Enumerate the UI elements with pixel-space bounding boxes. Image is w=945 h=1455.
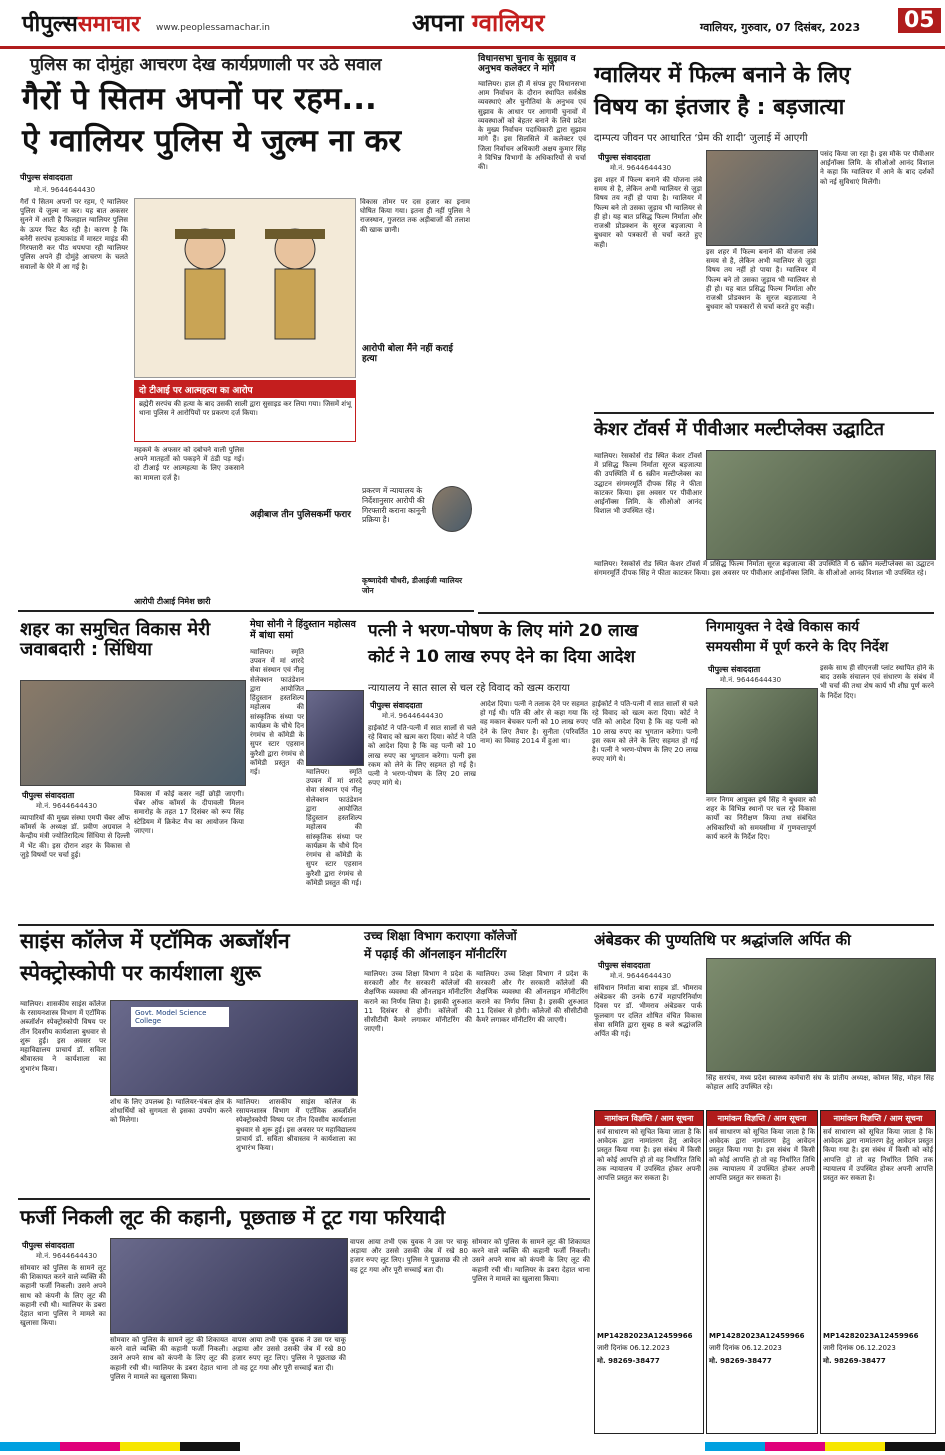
registration-marks-icon [0, 1442, 945, 1451]
police-sub-1: आरोपी बोला मैंने नहीं कराई हत्या [362, 344, 453, 365]
science-body: ग्वालियर। शासकीय साइंस कॉलेज के रसायनशास्त्र विभाग में एटॉमिक अब्जॉर्शन स्पेक्ट्रोस्कोपी विषय पर तीन दिवसीय कार्यशाला बुधवार से शुरू हुई। इस अवसर पर महाविद्यालय प्राचार्य डॉ. सविता श्रीवास्तव ने कार्यशाला का शुभारंभ किया। [20, 1000, 106, 1073]
megha-photo [306, 690, 364, 766]
ambedkar-headline: अंबेडकर की पुण्यतिथि पर श्रद्धांजलि अर्पित की [594, 931, 851, 949]
byline-mobile: मो.नं. 9644644430 [34, 186, 96, 194]
film-director-photo [706, 150, 818, 246]
higher-edu-body: ग्वालियर। उच्च शिक्षा विभाग ने प्रदेश के सरकारी और गैर सरकारी कॉलेजों की शैक्षणिक व्यवस्था की ऑनलाइन मॉनीटरिंग कराने का निर्णय लिया है। इसकी शुरुआत 11 दिसंबर से होगी। कॉलेजों की सीसीटीवी कैमरे लगाकर मॉनीटरिंग की जाएगी। [364, 970, 472, 1034]
dig-photo [432, 486, 472, 532]
election-headline: विधानसभा चुनाव के सुझाव व अनुभव कलेक्टर ने मांगे [478, 54, 576, 75]
scindia-body: व्यापारियों की मुख्य संस्था एमपी चेंबर ऑफ कॉमर्स के अध्यक्ष डॉ. प्रवीण अग्रवाल ने केन्द्रीय मंत्री ज्योतिरादित्य सिंधिया से दिल्ली में भेंट की। इस दौरान शहर के विकास से जुड़े विषयों पर चर्चा हुई। [20, 814, 130, 859]
film-body-2: पसंद किया जा रहा है। इस मौके पर पीवीआर आईनॉक्स लिमि. के सीओओ आनंद विशाल ने कहा कि ग्वालियर में आने के बाद दर्शकों को नई सुविधाएं मिलेंगी। [820, 150, 934, 186]
notice-body: सर्व साधारण को सूचित किया जाता है कि आवेदक द्वारा नामांतरण हेतु आवेदन प्रस्तुत किया गया है। इस संबंध में किसी को कोई आपत्ति हो तो वह निर्धारित तिथि तक न्यायालय में उपस्थित होकर अपनी आपत्ति प्रस्तुत कर सकता है। [597, 1128, 701, 1183]
science-body-2: शोध के लिए उपलब्ध है। ग्वालियर-चंबल क्षेत्र के शोधार्थियों को सुगमता से इसका उपयोग करने को मिलेगा। [110, 1098, 232, 1125]
loot-body-3: सोमवार को पुलिस के सामने लूट की शिकायत करने वाले व्यक्ति की कहानी फर्जी निकली। उसने अपने साथ को कंपनी के लिए लूट की कहानी रची थी। ग्वालियर के डबरा देहात थाना पुलिस ने मामले का खुलासा किया। [472, 1238, 590, 1283]
science-headline-2: स्पेक्ट्रोस्कोपी पर कार्यशाला शुरू [20, 961, 261, 985]
notice-issue: जारी दिनांक 06.12.2023 [823, 1344, 896, 1352]
loot-byline-mobile: मो.नं. 9644644430 [36, 1252, 98, 1260]
notice-issue: जारी दिनांक 06.12.2023 [597, 1344, 670, 1352]
police-sub-3: अड़ीबाज तीन पुलिसकर्मी फरार [250, 510, 351, 520]
court-byline-mobile: मो.नं. 9644644430 [382, 712, 444, 720]
notice-phone: मो. 98269-38477 [709, 1357, 772, 1365]
science-banner: Govt. Model Science College [131, 1007, 229, 1027]
nigam-body-2: इसके साथ ही सीएनजी प्लांट स्थापित होने के बाद उसके संचालन एवं संधारण के संबंध में भी चर्चा की तथा शेष कार्य भी शीघ्र पूर्ण करने के निर्देश दिए। [820, 664, 934, 700]
film-body: इस शहर में फिल्म बनाने की योजना लंबे समय से है, लेकिन अभी ग्वालियर से जुड़ा विषय तय नहीं हो पाया है। ग्वालियर में फिल्म बने तो उसका जुड़ाव भी ग्वालियर से ही हो। यह बात प्रसिद्ध फिल्म निर्माता और राजश्री प्रोडक्शन के सूरज बड़जात्या ने बुधवार को पत्रकारों से चर्चा करते हुए कही। [594, 176, 702, 249]
page-name: अपना ग्वालियर [412, 9, 545, 37]
nigam-photo [706, 688, 818, 794]
divider [18, 1198, 590, 1200]
court-body: हाईकोर्ट ने पति-पत्नी में सात सालों से चले रहे विवाद को खत्म करा दिया। कोर्ट ने पति को आदेश दिया है कि वह पत्नी को 10 लाख रुपए का भुगतान करेगा। पत्नी इस रकम को लेने के लिए सहमत हो गई है। पत्नी ने भरण-पोषण के लिए 20 लाख रुपए मांगे थे। [368, 724, 476, 788]
pvr-body-cont: ग्वालियर। रेसकोर्स रोड स्थित केशर टॉवर्स में प्रसिद्ध फिल्म निर्माता सूरज बड़जात्या की उपस्थिति में 6 स्क्रीन मल्टीप्लेक्स का उद्घाटन संगमरमूर्ति दीपक सिंह ने फीता काटकर किया। इस अवसर पर पीवीआर आईनॉक्स लिमि. के सीओओ आनंद विशाल भी उपस्थित रहे। [594, 560, 934, 578]
science-body-3: ग्वालियर। शासकीय साइंस कॉलेज के रसायनशास्त्र विभाग में एटॉमिक अब्जॉर्शन स्पेक्ट्रोस्कोपी विषय पर तीन दिवसीय कार्यशाला बुधवार से शुरू हुई। इस अवसर पर महाविद्यालय प्राचार्य डॉ. सविता श्रीवास्तव ने कार्यशाला का शुभारंभ किया। [236, 1098, 356, 1153]
court-deck: न्यायालय ने सात साल से चल रहे विवाद को खत्म कराया [368, 683, 570, 694]
court-byline: पीपुल्स संवाददाता [370, 701, 423, 710]
scindia-photo [20, 680, 246, 786]
police-sub-2: आरोपी टीआई निमेश छारी [134, 597, 211, 606]
pvr-body: ग्वालियर। रेसकोर्स रोड स्थित केशर टॉवर्स में प्रसिद्ध फिल्म निर्माता सूरज बड़जात्या की उपस्थिति में 6 स्क्रीन मल्टीप्लेक्स का उद्घाटन संगमरमूर्ति दीपक सिंह ने फीता काटकर किया। इस अवसर पर पीवीआर आईनॉक्स लिमि. के सीओओ आनंद विशाल भी उपस्थित रहे। [594, 452, 702, 516]
notice-code: MP14282023A12459966 [597, 1332, 693, 1340]
notice-phone: मो. 98269-38477 [597, 1357, 660, 1365]
court-body-2: आदेश दिया। पत्नी ने तलाक देने पर सहमत हो गई थी। पति की ओर से कहा गया कि वह मकान बेचकर पत्नी को 10 लाख रुपए देने के लिए तैयार है। सुनीता (परिवर्तित नाम) का विवाह 2014 में हुआ था। [480, 700, 588, 745]
nigam-body: नगर निगम आयुक्त हर्ष सिंह ने बुधवार को शहर के विभिन्न स्थानों पर चल रहे विकास कार्यों का निरीक्षण किया तथा संबंधित अधिकारियों को समयसीमा में गुणवत्तापूर्ण कार्य करने के निर्देश दिए। [706, 796, 816, 841]
police-cartoon-image [134, 198, 356, 378]
film-headline-1: ग्वालियर में फिल्म बनाने के लिए [594, 63, 851, 88]
police-body-2: विकास तोमर पर दस हजार का इनाम घोषित किया गया। इतना ही नहीं पुलिस ने राजस्थान, गुजरात तक अड़ीबाजों की तलाश की खाक छानी। [360, 198, 470, 234]
page-number: 05 [898, 8, 941, 33]
police-body-1: गैरों पे सितम अपनों पर रहम, ऐ ग्वालियर पुलिस ये जुल्म ना कर। यह बात अकसर सुनने में आती है फिलहाल ग्वालियर पुलिस के ऊपर फिट बैठ रही है। कारण है कि बनेरी सरपंच हत्याकांड में मास्टर माइंड की गिरफ्तारी कर पीठ थपथपा रही ग्वालियर पुलिस अपने ही दोमुंहे आचरण के चलते सवालों के घेरे में आ गई है। [20, 198, 128, 271]
police-tag: दो टीआई पर आत्महत्या का आरोप [135, 381, 355, 398]
dateline: ग्वालियर, गुरुवार, 07 दिसंबर, 2023 [700, 21, 861, 34]
film-body-cont: इस शहर में फिल्म बनाने की योजना लंबे समय से है, लेकिन अभी ग्वालियर से जुड़ा विषय तय नहीं हो पाया है। ग्वालियर में फिल्म बने तो उसका जुड़ाव भी ग्वालियर से ही हो। यह बात प्रसिद्ध फिल्म निर्माता और राजश्री प्रोडक्शन के सूरज बड़जात्या ने बुधवार को पत्रकारों से चर्चा करते हुए कही। [706, 248, 816, 312]
notice-body: सर्व साधारण को सूचित किया जाता है कि आवेदक द्वारा नामांतरण हेतु आवेदन प्रस्तुत किया गया है। इस संबंध में किसी को कोई आपत्ति हो तो वह निर्धारित तिथि तक न्यायालय में उपस्थित होकर अपनी आपत्ति प्रस्तुत कर सकता है। [709, 1128, 815, 1183]
megha-body: ग्वालियर। स्मृति उपवन में मां शारदे सेवा संस्थान एवं नीलू सेलेक्शन फाउंडेशन द्वारा आयोजित हिंदुस्तान हस्तशिल्प महोत्सव की सांस्कृतिक संध्या पर कार्यक्रम के चौथे दिन रंगमंच से कॉमेडी के सुपर स्टार एहसान कुरैशी द्वारा रंगमंच से कॉमेडी प्रस्तुत की गई। [250, 648, 304, 777]
court-body-3: हाईकोर्ट ने पति-पत्नी में सात सालों से चले रहे विवाद को खत्म करा दिया। कोर्ट ने पति को आदेश दिया है कि वह पत्नी को 10 लाख रुपए का भुगतान करेगा। पत्नी इस रकम को लेने के लिए सहमत हो गई है। पत्नी ने भरण-पोषण के लिए 20 लाख रुपए मांगे थे। [592, 700, 698, 764]
notice-code: MP14282023A12459966 [823, 1332, 919, 1340]
nigam-headline-2: समयसीमा में पूर्ण करने के दिए निर्देश [706, 639, 889, 655]
megha-body-cont: ग्वालियर। स्मृति उपवन में मां शारदे सेवा संस्थान एवं नीलू सेलेक्शन फाउंडेशन द्वारा आयोजित हिंदुस्तान हस्तशिल्प महोत्सव की सांस्कृतिक संध्या पर कार्यक्रम के चौथे दिन रंगमंच से कॉमेडी के सुपर स्टार एहसान कुरैशी द्वारा रंगमंच से कॉमेडी प्रस्तुत की गई। [306, 768, 362, 887]
divider [18, 610, 474, 612]
loot-byline: पीपुल्स संवाददाता [22, 1241, 75, 1250]
notice-issue: जारी दिनांक 06.12.2023 [709, 1344, 782, 1352]
pvr-headline: केशर टॉवर्स में पीवीआर मल्टीप्लेक्स उद्घाटित [594, 419, 885, 440]
ambedkar-body: संविधान निर्माता बाबा साहब डॉ. भीमराव अंबेडकर की उनके 67वें महापरिनिर्वाण दिवस पर डॉ. भीमराव अंबेडकर पार्क फूलबाग पर दलित शोषित वंचित विकास सेवा समिति द्वारा सुबह 8 बजे श्रद्धांजलि अर्पित की गई। [594, 984, 702, 1039]
police-tag-box [134, 380, 356, 442]
film-byline: पीपुल्स संवाददाता [598, 153, 651, 162]
higher-edu-headline-2: में पढ़ाई की ऑनलाइन मॉनीटरिंग [364, 947, 507, 961]
court-headline-1: पत्नी ने भरण-पोषण के लिए मांगे 20 लाख [368, 621, 639, 641]
pvr-inauguration-photo [706, 450, 936, 560]
ambedkar-byline: पीपुल्स संवाददाता [598, 961, 651, 970]
notice-box-1 [594, 1110, 704, 1434]
loot-body-cont: सोमवार को पुलिस के सामने लूट की शिकायत करने वाले व्यक्ति की कहानी फर्जी निकली। उसने अपने साथ को कंपनी के लिए लूट की कहानी रची थी। ग्वालियर के डबरा देहात थाना पुलिस ने मामले का खुलासा किया। [110, 1336, 228, 1381]
ambedkar-byline-mobile: मो.नं. 9644644430 [610, 972, 672, 980]
police-kicker: पुलिस का दोमुंहा आचरण देख कार्यप्रणाली पर उठे सवाल [30, 55, 382, 75]
higher-edu-headline-1: उच्च शिक्षा विभाग कराएगा कॉलेजों [364, 929, 517, 943]
science-headline-1: साइंस कॉलेज में एटॉमिक अब्जॉर्शन [20, 929, 290, 953]
scindia-body-2: विकास में कोई कसर नहीं छोड़ी जाएगी। चेंबर ऑफ कॉमर्स के दीपावली मिलन समारोह के तहत 17 दिसंबर को रूप सिंह स्टेडियम में क्रिकेट मैच का आयोजन किया जाएगा। [134, 790, 244, 835]
divider [18, 924, 934, 926]
film-deck: दाम्पत्य जीवन पर आधारित ‘प्रेम की शादी’ जुलाई में आएगी [594, 133, 808, 144]
cartoon-illustration-icon [135, 199, 355, 377]
science-workshop-photo [110, 1000, 358, 1096]
notice-title: नामांकन विज्ञप्ति / आम सूचना [595, 1111, 703, 1126]
scindia-byline: पीपुल्स संवाददाता [22, 791, 75, 800]
ambedkar-body-2: सिंह सरपंच, मध्य प्रदेश स्वास्थ्य कर्मचारी संघ के प्रांतीय अध्यक्ष, कोमल सिंह, मोहन सिंह कोहाल आदि उपस्थित रहे। [706, 1074, 934, 1092]
website: www.peoplessamachar.in [156, 23, 270, 33]
loot-body: सोमवार को पुलिस के सामने लूट की शिकायत करने वाले व्यक्ति की कहानी फर्जी निकली। उसने अपने साथ को कंपनी के लिए लूट की कहानी रची थी। ग्वालियर के डबरा देहात थाना पुलिस ने मामले का खुलासा किया। [20, 1264, 106, 1328]
megha-headline: मेघा सोनी ने हिंदुस्तान महोत्सव में बांधा समां [250, 619, 356, 641]
notice-box-2 [706, 1110, 818, 1434]
nigam-headline-1: निगमायुक्त ने देखे विकास कार्य [706, 619, 860, 635]
divider [478, 612, 934, 614]
notice-box-3 [820, 1110, 936, 1434]
notice-code: MP14282023A12459966 [709, 1332, 805, 1340]
film-headline-2: विषय का इंतजार है : बड़जात्या [594, 95, 845, 120]
police-tag-text: ब्रह्मेरी सरपंच की हत्या के बाद उसकी साली द्वारा सुसाइड कर लिया गया। जिसमें शंभू थाना पुलिस ने आरोपियों पर प्रकरण दर्ज किया। [139, 400, 351, 418]
court-headline-2: कोर्ट ने 10 लाख रुपए देने का दिया आदेश [368, 647, 636, 667]
notice-title: नामांकन विज्ञप्ति / आम सूचना [707, 1111, 817, 1126]
police-quote: प्रकरण में न्यायालय के निर्देशानुसार आरोपी की गिरफ्तारी कराना कानूनी प्रक्रिया है। [362, 486, 427, 525]
paper-logo: पीपुल्ससमाचार [22, 12, 141, 37]
scindia-byline-mobile: मो.नं. 9644644430 [36, 802, 98, 810]
police-body-3: महकमे के अफसर को दबोचने वाली पुलिस अपने मातहतों को पकड़ने में ठंडी पड़ गई। दो टीआई पर आत्महत्या के लिए उकसाने का मामला दर्ज है। [134, 446, 244, 482]
nigam-byline: पीपुल्स संवाददाता [708, 665, 761, 674]
notice-body: सर्व साधारण को सूचित किया जाता है कि आवेदक द्वारा नामांतरण हेतु आवेदन प्रस्तुत किया गया है। इस संबंध में किसी को कोई आपत्ति हो तो वह निर्धारित तिथि तक न्यायालय में उपस्थित होकर अपनी आपत्ति प्रस्तुत कर सकता है। [823, 1128, 933, 1183]
scindia-headline: शहर का समुचित विकास मेरी जवाबदारी : सिंधिया [20, 619, 211, 661]
police-quote-by: कृष्णादेवी चौधरी, डीआईजी ग्वालियर जोन [362, 576, 463, 595]
higher-edu-body-2: ग्वालियर। उच्च शिक्षा विभाग ने प्रदेश के सरकारी और गैर सरकारी कॉलेजों की शैक्षणिक व्यवस्था की ऑनलाइन मॉनीटरिंग कराने का निर्णय लिया है। इसकी शुरुआत 11 दिसंबर से होगी। कॉलेजों की सीसीटीवी कैमरे लगाकर मॉनीटरिंग की जाएगी। [476, 970, 588, 1025]
ambedkar-photo [706, 958, 936, 1072]
byline-name: पीपुल्स संवाददाता [20, 173, 73, 182]
police-headline-2: ऐ ग्वालियर पुलिस ये जुल्म ना कर [22, 123, 402, 159]
loot-press-photo [110, 1238, 348, 1334]
divider [594, 412, 934, 414]
election-body: ग्वालियर। हाल ही में संपन्न हुए विधानसभा आम निर्वाचन के दौरान स्थापित सर्वश्रेष्ठ व्यवस्थाएं और चुनौतियां के अनुभव एवं सुझाव के आधार पर आगामी चुनावों में व्यवस्थाओं को बेहतर बनाने के लिये प्रदेश के मुख्य निर्वाचन पदाधिकारी द्वारा सुझाव मांगे हैं। इस सिलसिले में कलेक्टर एवं जिला निर्वाचन अधिकारी अक्षय कुमार सिंह ने विभिन्न विभागों के अधिकारियों से चर्चा की। [478, 80, 586, 172]
print-color-bar [0, 1436, 945, 1445]
notice-phone: मो. 98269-38477 [823, 1357, 886, 1365]
loot-headline: फर्जी निकली लूट की कहानी, पूछताछ में टूट गया फरियादी [20, 1205, 446, 1229]
loot-body-2: वापस आया तभी एक युवक ने उस पर चाकू अड़ाया और उससे उसकी जेब में रखे 80 हजार रुपए लूट लिए। पुलिस ने पूछताछ की तो वह टूट गया और पूरी सच्चाई बता दी। [350, 1238, 468, 1274]
loot-body-cont-2: वापस आया तभी एक युवक ने उस पर चाकू अड़ाया और उससे उसकी जेब में रखे 80 हजार रुपए लूट लिए। पुलिस ने पूछताछ की तो वह टूट गया और पूरी सच्चाई बता दी। [232, 1336, 346, 1372]
film-byline-mobile: मो.नं. 9644644430 [610, 164, 672, 172]
nigam-byline-mobile: मो.नं. 9644644430 [720, 676, 782, 684]
notice-title: नामांकन विज्ञप्ति / आम सूचना [821, 1111, 935, 1126]
police-headline-1: गैरों पे सितम अपनों पर रहम... [22, 81, 377, 117]
